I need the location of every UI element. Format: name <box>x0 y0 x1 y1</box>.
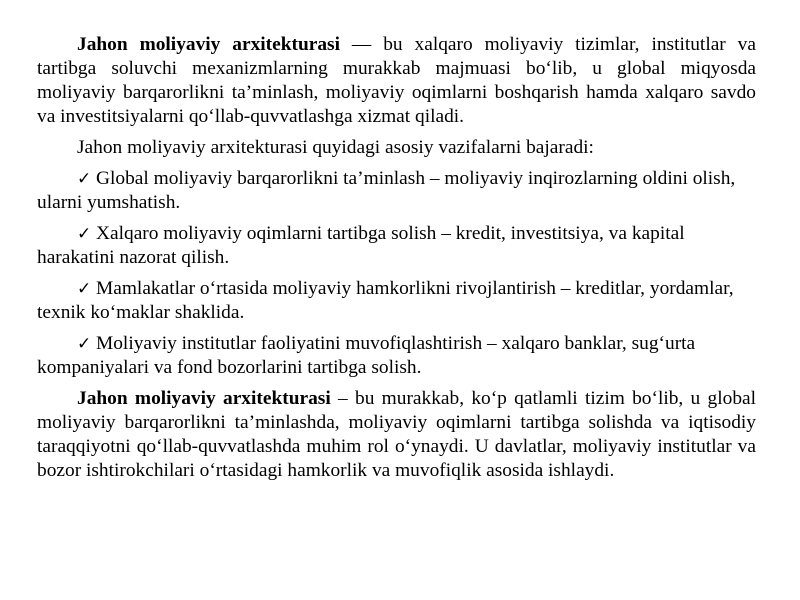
intro-term: Jahon moliyaviy arxitekturasi <box>77 34 340 55</box>
function-item-text: Global moliyaviy barqarorlikni ta’minlash – moliyaviy inqirozlarning oldini olish, ularni yumshatish. <box>37 168 736 213</box>
conclusion-term: Jahon moliyaviy arxitekturasi <box>77 388 331 409</box>
function-item <box>37 277 756 325</box>
intro-text: — bu xalqaro moliyaviy tizimlar, institutlar va tartibga soluvchi mexanizmlarning murakkab majmuasi bo‘lib, u global miqyosda moliyaviy barqarorlikni ta’minlash, moliyaviy oqimlarni boshqarish hamda xalqaro savdo va investitsiyalarni qo‘llab-quvvatlashga xizmat qiladi. <box>37 34 756 127</box>
function-item <box>37 332 756 380</box>
intro-paragraph <box>37 33 756 129</box>
checkmark-icon: ✓ <box>77 169 92 189</box>
checkmark-icon: ✓ <box>77 224 92 244</box>
checkmark-icon: ✓ <box>77 334 92 354</box>
conclusion-text: – bu murakkab, ko‘p qatlamli tizim bo‘lib, u global moliyaviy barqarorlikni ta’minlashda, moliyaviy oqimlarni tartibga solishda va iqtisodiy taraqqiyotni qo‘llab-quvvatlashda muhim rol o‘ynaydi. U davlatlar, moliyaviy institutlar va bozor ishtirokchilari o‘rtasidagi hamkorlik va muvofiqlik asosida ishlaydi. <box>37 388 757 481</box>
function-item-text: Mamlakatlar o‘rtasida moliyaviy hamkorlikni rivojlantirish – kreditlar, yordamlar, texnik ko‘maklar shaklida. <box>37 278 734 323</box>
function-item-text: Xalqaro moliyaviy oqimlarni tartibga solish – kredit, investitsiya, va kapital harakatini nazorat qilish. <box>37 223 685 268</box>
function-item-text: Moliyaviy institutlar faoliyatini muvofiqlashtirish – xalqaro banklar, sug‘urta kompaniyalari va fond bozorlarini tartibga solish. <box>37 333 696 378</box>
lead-paragraph: Jahon moliyaviy arxitekturasi quyidagi asosiy vazifalarni bajaradi: <box>77 137 594 158</box>
document-body <box>37 33 756 490</box>
conclusion-paragraph <box>37 387 756 483</box>
checkmark-icon: ✓ <box>77 279 92 299</box>
function-item <box>37 167 756 215</box>
function-item <box>37 222 756 270</box>
